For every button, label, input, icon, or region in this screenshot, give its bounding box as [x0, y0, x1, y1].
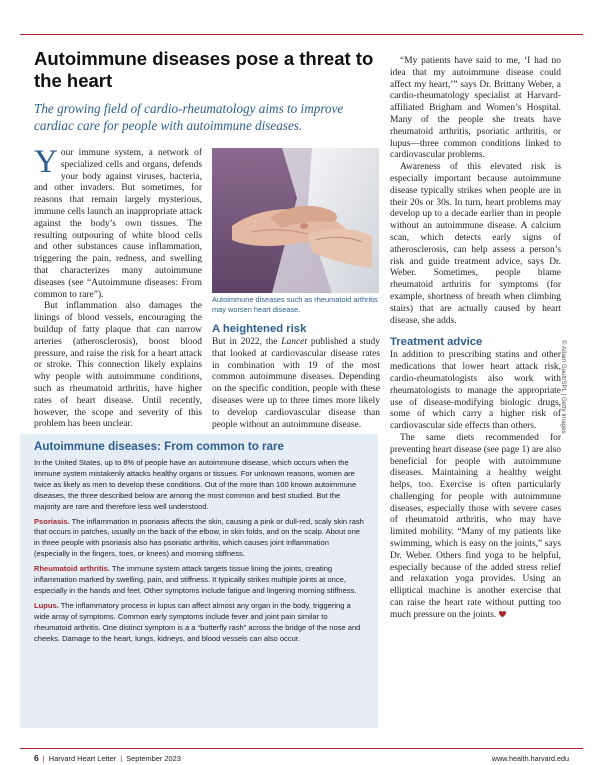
sidebar-item-psoriasis	[34, 517, 364, 561]
sidebar-intro: In the United States, up to 8% of people have an autoimmune disease, which occurs when the immune system mistakenly attacks healthy organs or tissues. For unknown reasons, women are twice as likely as men to develop these conditions. Out of the more than 100 known autoimmune diseases, the three described below are among the most common and best studied. But the majority are rare and therefore less well understood.	[34, 458, 357, 511]
treatment-paragraph-2	[390, 433, 561, 622]
sidebar-term: Rheumatoid arthritis.	[34, 564, 110, 574]
sidebar-term: Psoriasis.	[34, 516, 70, 526]
sidebar-box	[20, 434, 378, 728]
sidebar-item-text: The inflammatory process in lupus can affect almost any organ in the body, triggering a wide array of symptoms. Common early symptoms include fever and joint pain similar to rheumatoid arthritis. One distinct symptom is a a “butterfly rash” across the bridge of the nose and cheeks. Damage to the heart, lungs, kidneys, and blood vessels can also occur.	[34, 600, 361, 643]
paragraph-2: But inflammation also damages the linings of blood vessels, encouraging the buildup of fatty plaque that can narrow arteries (atherosclerosis), boost blood pressure, and raise the risk for a heart attack or stroke. This connection likely explains why people with autoimmune conditions, such as rheumatoid arthritis, have higher rates of heart disease. Until recently, however, the scope and severity of this problem has been unclear.	[34, 301, 202, 430]
section-heading-heightened-risk: A heightened risk	[212, 323, 307, 335]
treatment-paragraph-2-text: The same diets recommended for preventing heart disease (see page 1) are also beneficial for people with autoimmune diseases. Maintaining a healthy weight helps, too. Exercise is often particularly challenging for people with autoimmune diseases, especially those with severe cases of rheumatoid arthritis, who may have limited mobility. “Many of my patients like swimming, which is easy on the joints,” says Dr. Weber. Others find yoga to be helpful, especially because of the added stress relief and relaxation yoga provides. Using an elliptical machine is another exercise that can raise the heart rate without putting too much pressure on the joints.	[390, 432, 561, 620]
page-number: 6	[34, 753, 39, 763]
sidebar-item-lupus	[34, 601, 364, 645]
section-heading-treatment-advice: Treatment advice	[390, 336, 483, 349]
photo-credit: © Adam Gault/SPL | Getty Images	[560, 340, 567, 434]
heart-end-icon	[499, 611, 506, 618]
publication-name: Harvard Heart Letter	[48, 754, 117, 763]
quote-paragraph: “My patients have said to me, ‘I had no idea that my autoimmune disease could affect my heart,’” says Dr. Brittany Weber, a cardio-rheumatology specialist at Harvard-affiliated Brigham and Women’s Hospital. Many of the people she treats have rheumatoid arthritis, psoriatic arthritis, or lupus—three common conditions linked to cardiovascular problems.	[390, 56, 561, 161]
hands-photo-illustration	[212, 148, 379, 293]
awareness-paragraph: Awareness of this elevated risk is especially important because autoimmune disease typically strikes when people are in their 20s or 30s. In turn, heart problems may develop up to a decade earlier than in people without an autoimmune disease. A calcium scan, which detects early signs of atherosclerosis, can help assess a person’s risk and guide treatment advice, says Dr. Weber. Sometimes, people blame rheumatoid arthritis for symptoms (for example, shortness of breath when climbing stairs) that are actually caused by heart disease, she adds.	[390, 162, 561, 326]
footer-rule	[20, 748, 583, 749]
footer-separator: |	[120, 754, 123, 763]
sidebar-title: Autoimmune diseases: From common to rare	[34, 440, 284, 453]
sidebar-item-rheumatoid-arthritis	[34, 564, 364, 597]
sidebar-term: Lupus.	[34, 600, 59, 610]
column-1	[34, 144, 202, 431]
footer-url[interactable]: www.health.harvard.edu	[491, 754, 569, 763]
article-headline: Autoimmune diseases pose a threat to the heart	[34, 48, 374, 91]
top-rule	[20, 34, 583, 35]
heightened-risk-text-b: published a study that looked at cardiovascular disease rates in combination with 19 of the most common autoimmune diseases. Depending on the specific condition, people with these diseases were up to three times more likely to develop cardiovascular disease than people without an autoimmune disease.	[212, 337, 380, 430]
heightened-risk-paragraph	[212, 337, 380, 431]
sidebar-item-text: The immune system attack targets tissue lining the joints, creating inflammation marked by swelling, pain, and stiffness. It typically strikes multiple joints at once, especially in the hands and feet. Other symptoms include fatigue and lingering morning stiffness.	[34, 564, 357, 595]
article-deck: The growing field of cardio-rheumatology aims to improve cardiac care for people with autoimmune diseases.	[34, 101, 344, 133]
intro-text: our immune system, a network of specialized cells and organs, defends your body against viruses, bacteria, and other invaders. But sometimes, for reasons that remain largely mysterious, immune cells launch an inappropriate attack against the body’s own tissues. The resulting outpouring of white blood cells and other substances cause inflammation, triggering the pain, redness, and swelling that characterizes many autoimmune diseases (see “Autoimmune diseases: From common to rare”).	[34, 148, 202, 300]
treatment-paragraph-1: In addition to prescribing statins and other medications that lower heart attack risk, cardio-rheumatologists also work with rheumatologists to manage the appropriate use of disease-modifying biologic drugs, some of which carry a higher risk of cardiovascular side effects than others.	[390, 350, 561, 432]
intro-paragraph	[34, 144, 202, 301]
heightened-risk-text-a: But in 2022, the	[212, 337, 282, 347]
footer-left	[34, 753, 181, 763]
column-2	[212, 322, 380, 431]
drop-cap: Y	[34, 144, 58, 180]
photo-caption: Autoimmune diseases such as rheumatoid arthritis may worsen heart disease.	[212, 295, 378, 314]
article-photo	[212, 148, 379, 293]
column-3	[390, 56, 561, 622]
sidebar-item-text: The inflammation in psoriasis affects the skin, causing a pink or dull-red, scaly skin rash that occurs in patches, usually on the back of the elbow, in skin folds, and on the scalp. About one in three people with psoriasis also has psoriatic arthritis, which causes joint inflammation (especially in the fingers, toes, or knees) and morning stiffness.	[34, 516, 364, 559]
issue-date: September 2023	[126, 754, 181, 763]
journal-name: Lancet	[281, 337, 307, 347]
footer-separator: |	[42, 754, 45, 763]
